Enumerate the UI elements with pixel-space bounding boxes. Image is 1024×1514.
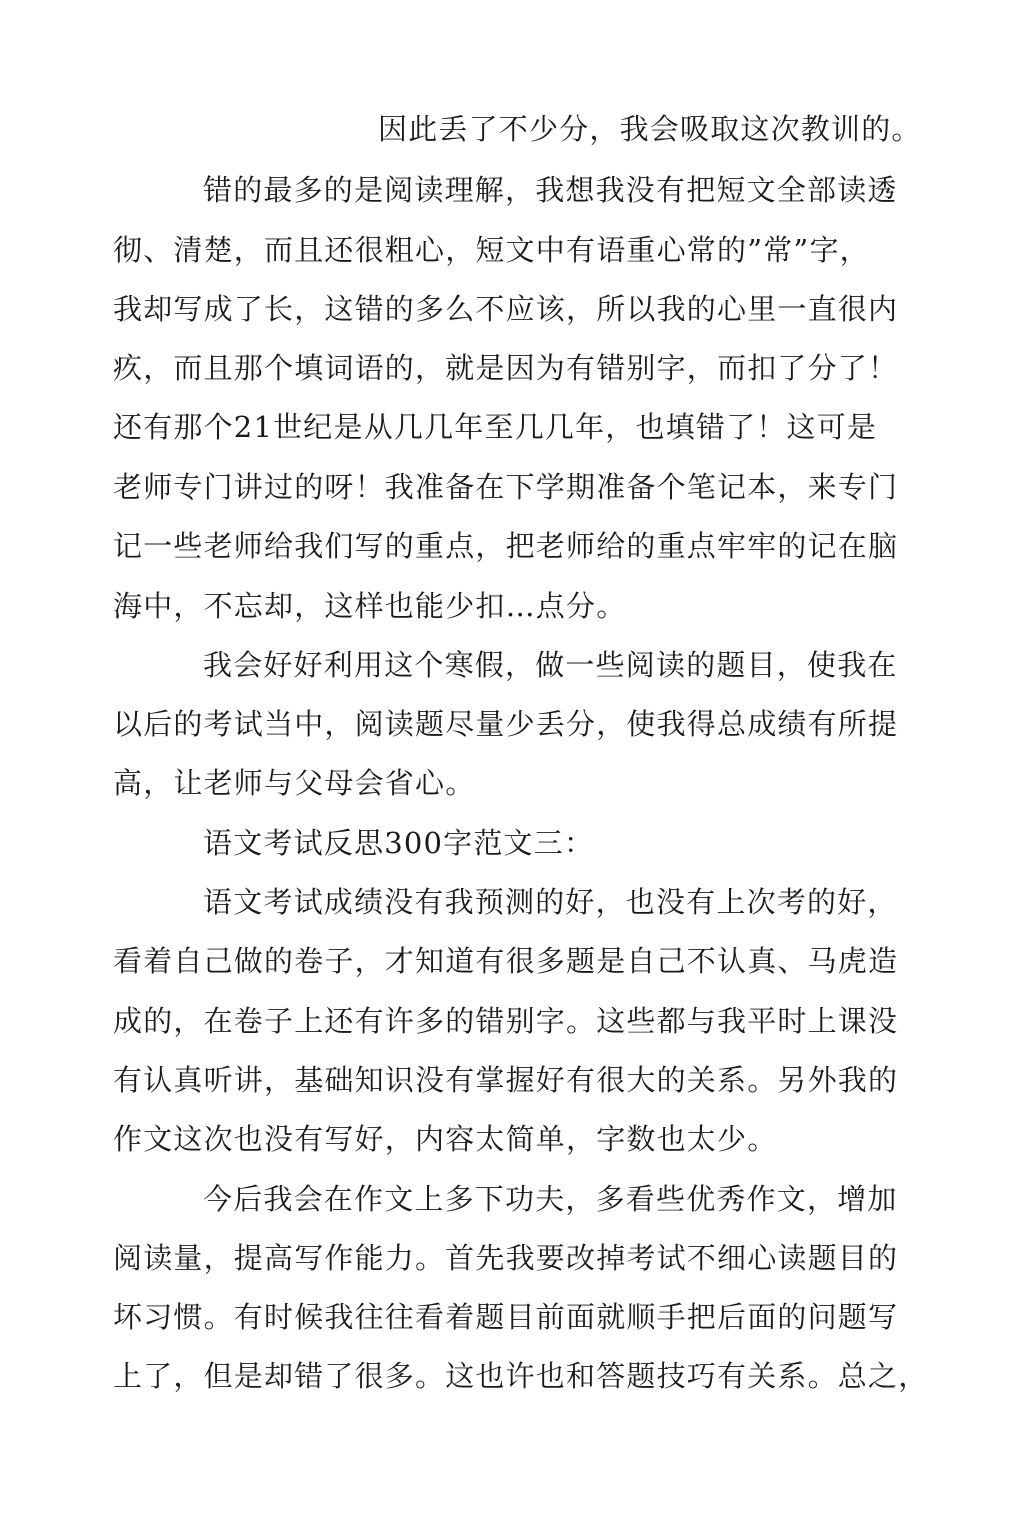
text-line: 海中，不忘却，这样也能少扣…点分。 <box>113 589 627 623</box>
text-line: 成的，在卷子上还有许多的错别字。这些都与我平时上课没 <box>113 1004 899 1038</box>
text-line: 彻、清楚，而且还很粗心，短文中有语重心常的”常”字， <box>113 233 870 267</box>
text-line: 看着自己做的卷子，才知道有很多题是自己不认真、马虎造 <box>113 944 899 978</box>
text-line: 上了，但是却错了很多。这也许也和答题技巧有关系。总之， <box>113 1359 929 1393</box>
text-line: 坏习惯。有时候我往往看着题目前面就顺手把后面的问题写 <box>113 1300 899 1334</box>
text-line: 我却写成了长，这错的多么不应该，所以我的心里一直很内 <box>113 292 899 326</box>
text-line: 还有那个21世纪是从几几年至几几年，也填错了！这可是 <box>113 410 878 444</box>
text-line: 有认真听讲，基础知识没有掌握好有很大的关系。另外我的 <box>113 1063 899 1097</box>
text-line: 老师专门讲过的呀！我准备在下学期准备个笔记本，来专门 <box>113 470 899 504</box>
section-heading: 语文考试反思300字范文三： <box>203 826 595 860</box>
paragraph-start-line: 我会好好利用这个寒假，做一些阅读的题目，使我在 <box>203 648 898 682</box>
text-line: 因此丢了不少分，我会吸取这次教训的。 <box>378 112 922 146</box>
text-line: 阅读量，提高写作能力。首先我要改掉考试不细心读题目的 <box>113 1241 899 1275</box>
text-line: 作文这次也没有写好，内容太简单，字数也太少。 <box>113 1122 778 1156</box>
paragraph-start-line: 语文考试成绩没有我预测的好，也没有上次考的好， <box>203 885 898 919</box>
text-line: 记一些老师给我们写的重点，把老师给的重点牢牢的记在脑 <box>113 529 899 563</box>
text-line: 以后的考试当中，阅读题尽量少丢分，使我得总成绩有所提 <box>113 707 899 741</box>
paragraph-start-line: 错的最多的是阅读理解，我想我没有把短文全部读透 <box>203 173 898 207</box>
paragraph-start-line: 今后我会在作文上多下功夫，多看些优秀作文，增加 <box>203 1182 898 1216</box>
text-line: 疚，而且那个填词语的，就是因为有错别字，而扣了分了！ <box>113 351 899 385</box>
text-line: 高，让老师与父母会省心。 <box>113 766 476 800</box>
